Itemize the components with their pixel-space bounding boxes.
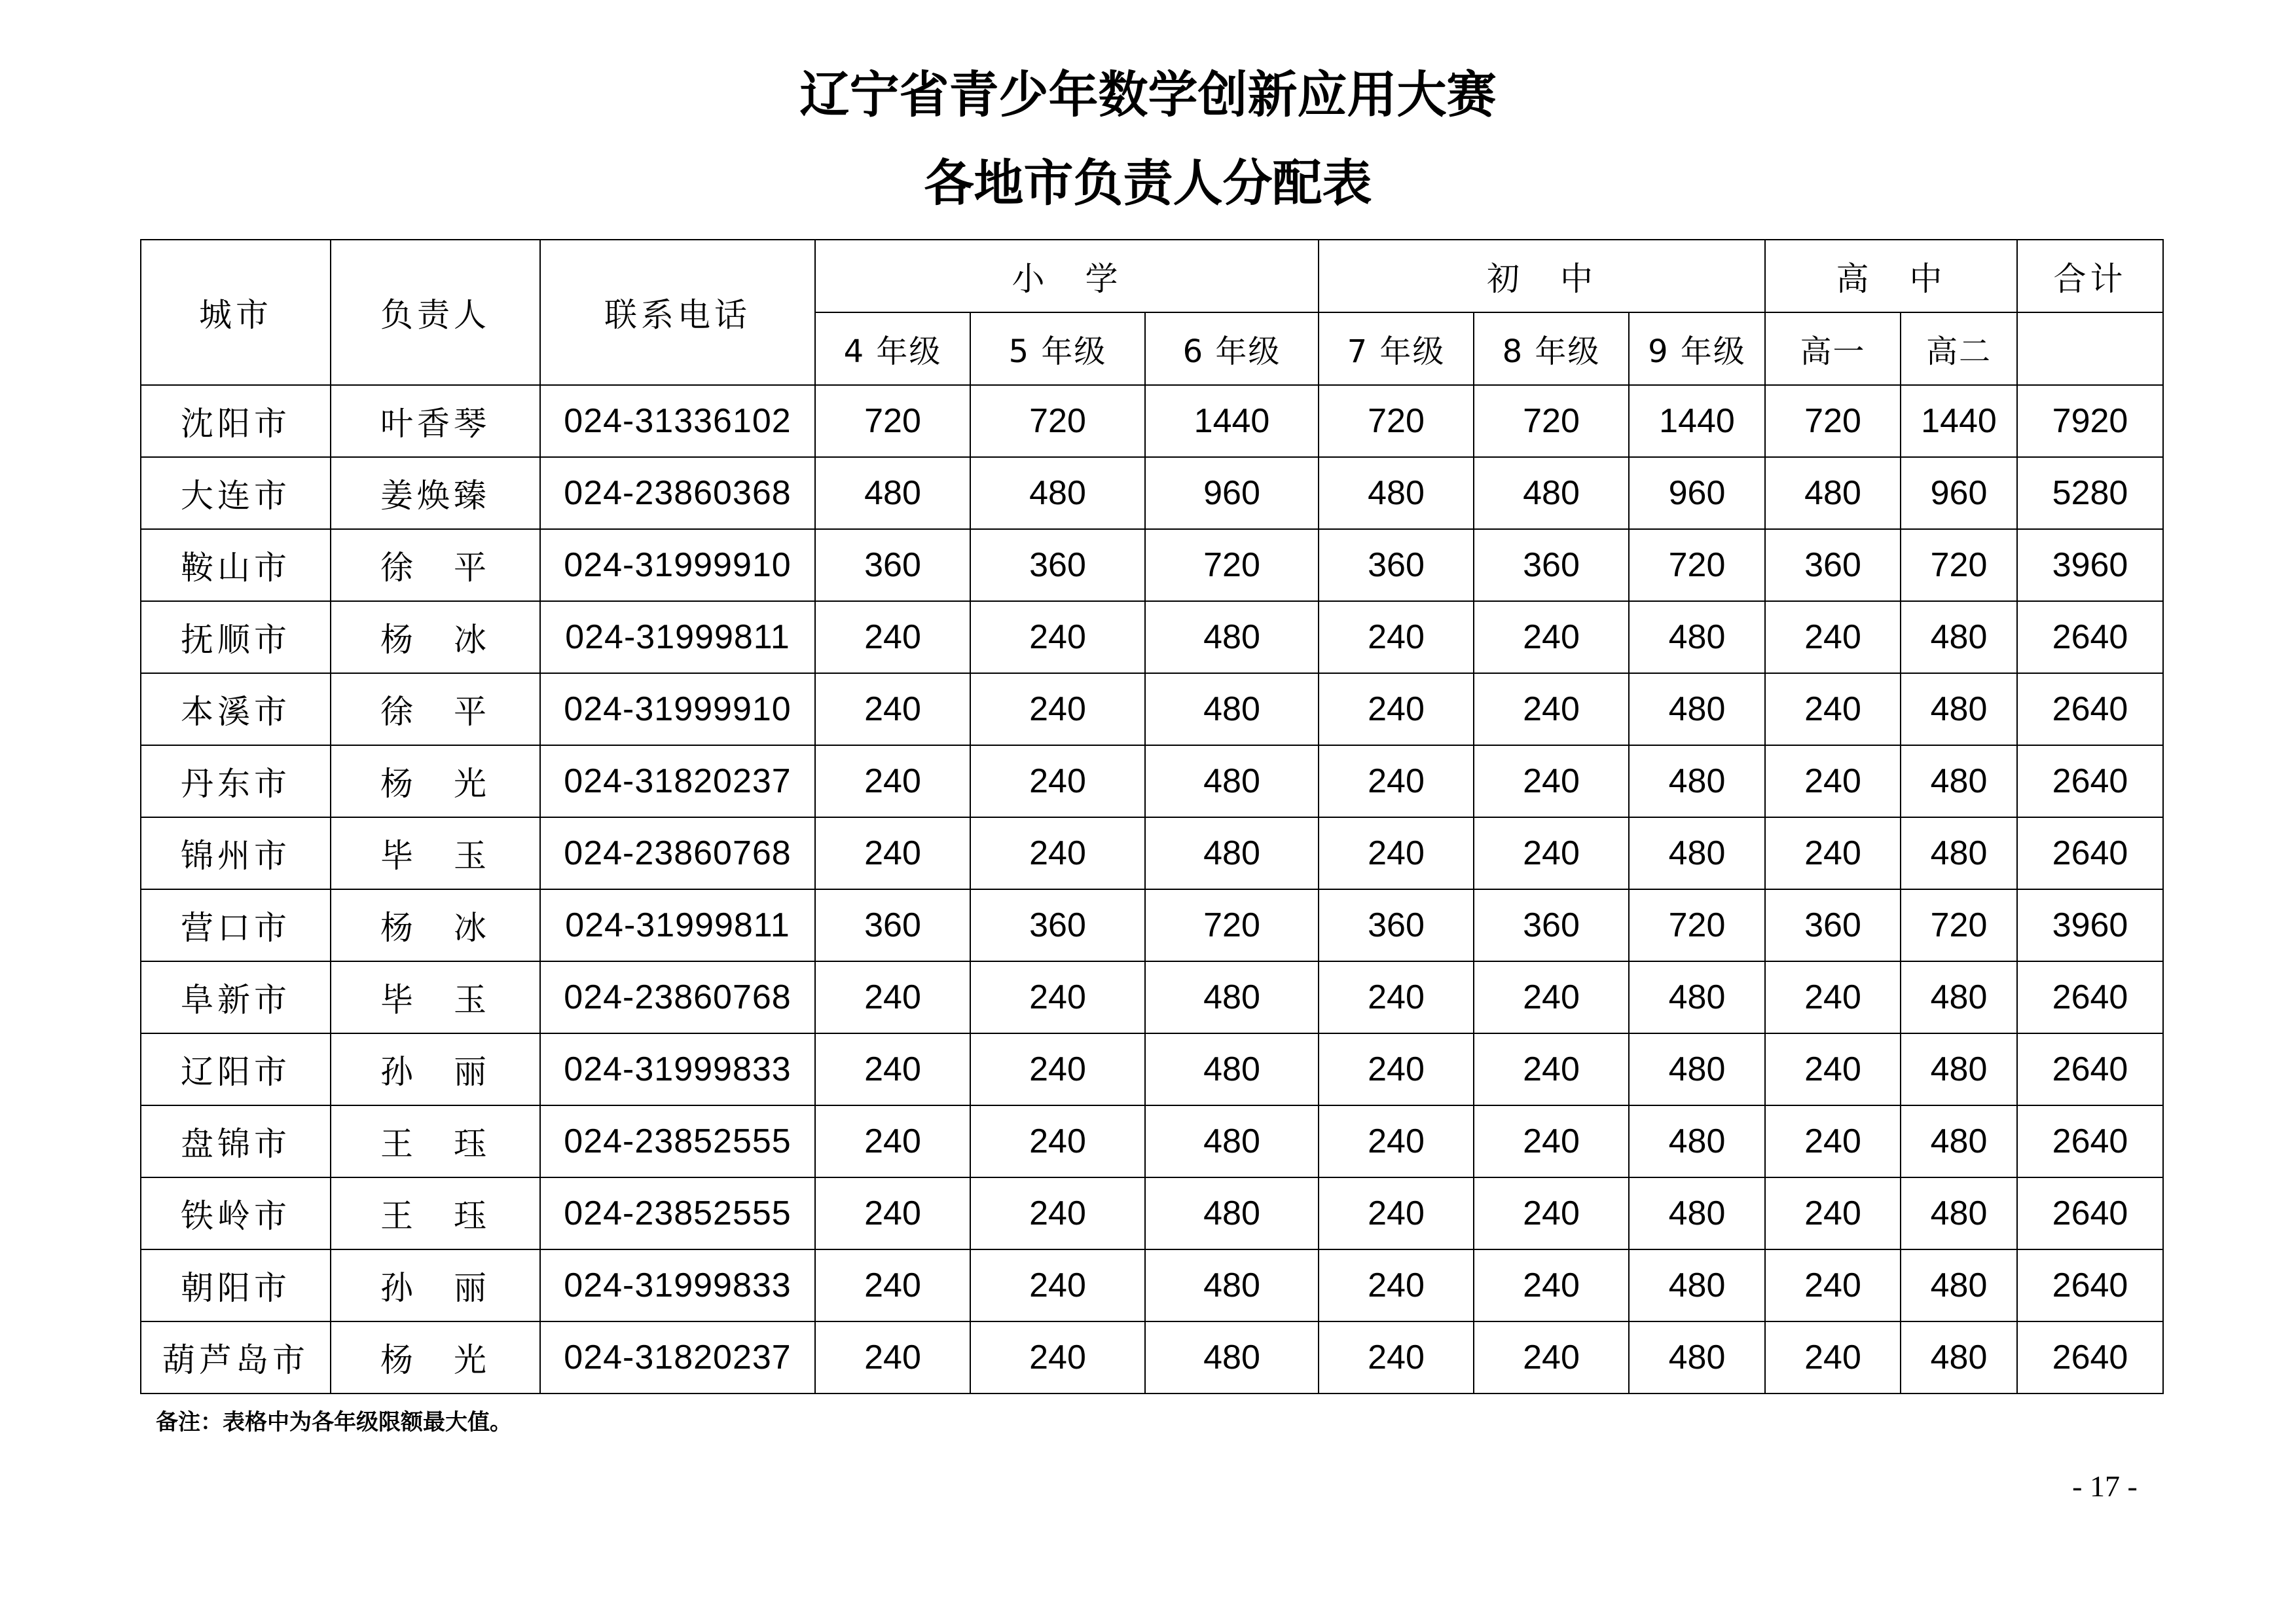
quota-cell: 480: [1145, 1105, 1319, 1177]
total-cell: 2640: [2017, 1321, 2163, 1393]
person-cell: 杨 冰: [331, 601, 540, 673]
quota-cell: 240: [815, 673, 970, 745]
quota-cell: 480: [1145, 745, 1319, 817]
total-cell: 2640: [2017, 1177, 2163, 1249]
city-cell: 抚顺市: [141, 601, 331, 673]
quota-cell: 480: [1145, 817, 1319, 889]
quota-cell: 480: [1145, 1177, 1319, 1249]
person-cell: 杨 冰: [331, 889, 540, 961]
phone-cell: 024-31999910: [540, 673, 815, 745]
table-row: [141, 673, 2163, 745]
total-cell: 2640: [2017, 1033, 2163, 1105]
person-cell: 孙 丽: [331, 1033, 540, 1105]
table-body: [141, 240, 2163, 1393]
quota-cell: 240: [1319, 601, 1474, 673]
quota-cell: 480: [1629, 1177, 1765, 1249]
quota-cell: 480: [970, 457, 1145, 529]
quota-cell: 480: [1901, 961, 2017, 1033]
table-row: [141, 1321, 2163, 1393]
quota-cell: 240: [970, 961, 1145, 1033]
quota-cell: 480: [1145, 673, 1319, 745]
phone-cell: 024-31999811: [540, 601, 815, 673]
quota-cell: 240: [970, 1321, 1145, 1393]
quota-cell: 240: [1765, 673, 1901, 745]
city-cell: 朝阳市: [141, 1249, 331, 1321]
quota-cell: 720: [815, 385, 970, 457]
city-cell: 葫芦岛市: [141, 1321, 331, 1393]
quota-cell: 480: [815, 457, 970, 529]
city-cell: 沈阳市: [141, 385, 331, 457]
quota-cell: 240: [1319, 961, 1474, 1033]
table-row: [141, 1177, 2163, 1249]
quota-cell: 240: [1474, 1105, 1629, 1177]
grade-header: 9 年级: [1629, 312, 1765, 385]
phone-cell: 024-23860768: [540, 961, 815, 1033]
quota-cell: 240: [1765, 1033, 1901, 1105]
quota-cell: 360: [1319, 889, 1474, 961]
quota-cell: 240: [1319, 1249, 1474, 1321]
grade-header: 5 年级: [970, 312, 1145, 385]
quota-cell: 240: [1474, 1249, 1629, 1321]
quota-cell: 240: [1765, 601, 1901, 673]
quota-cell: 480: [1629, 1321, 1765, 1393]
person-cell: 徐 平: [331, 529, 540, 601]
table-row: [141, 457, 2163, 529]
person-cell: 孙 丽: [331, 1249, 540, 1321]
quota-cell: 480: [1629, 745, 1765, 817]
quota-cell: 480: [1901, 1105, 2017, 1177]
phone-cell: 024-31999833: [540, 1249, 815, 1321]
col-header-phone: 联系电话: [540, 240, 815, 385]
quota-cell: 960: [1901, 457, 2017, 529]
quota-cell: 360: [815, 529, 970, 601]
grade-header: 8 年级: [1474, 312, 1629, 385]
quota-cell: 480: [1629, 673, 1765, 745]
total-cell: 3960: [2017, 529, 2163, 601]
city-cell: 丹东市: [141, 745, 331, 817]
group-header-junior: 初 中: [1319, 240, 1765, 312]
city-cell: 鞍山市: [141, 529, 331, 601]
quota-cell: 360: [970, 529, 1145, 601]
quota-cell: 480: [1901, 673, 2017, 745]
total-cell: 2640: [2017, 673, 2163, 745]
quota-cell: 240: [1474, 601, 1629, 673]
city-cell: 铁岭市: [141, 1177, 331, 1249]
quota-cell: 720: [970, 385, 1145, 457]
quota-cell: 360: [970, 889, 1145, 961]
header-row-groups: [141, 240, 2163, 312]
total-header-blank: [2017, 312, 2163, 385]
phone-cell: 024-31999833: [540, 1033, 815, 1105]
quota-cell: 720: [1629, 529, 1765, 601]
quota-cell: 240: [970, 745, 1145, 817]
quota-cell: 480: [1319, 457, 1474, 529]
quota-cell: 360: [1474, 889, 1629, 961]
person-cell: 王 珏: [331, 1105, 540, 1177]
grade-header: 6 年级: [1145, 312, 1319, 385]
quota-cell: 480: [1629, 961, 1765, 1033]
quota-cell: 360: [1474, 529, 1629, 601]
total-cell: 2640: [2017, 1249, 2163, 1321]
col-header-city: 城市: [141, 240, 331, 385]
table-row: [141, 817, 2163, 889]
quota-cell: 480: [1901, 1249, 2017, 1321]
table-row: [141, 1033, 2163, 1105]
quota-cell: 480: [1901, 745, 2017, 817]
quota-cell: 480: [1765, 457, 1901, 529]
city-cell: 营口市: [141, 889, 331, 961]
total-cell: 2640: [2017, 817, 2163, 889]
total-cell: 2640: [2017, 601, 2163, 673]
person-cell: 杨 光: [331, 1321, 540, 1393]
total-cell: 2640: [2017, 961, 2163, 1033]
quota-cell: 240: [1319, 745, 1474, 817]
quota-cell: 240: [815, 961, 970, 1033]
allocation-table: [140, 239, 2164, 1394]
quota-cell: 240: [815, 1033, 970, 1105]
city-cell: 阜新市: [141, 961, 331, 1033]
quota-cell: 480: [1629, 1105, 1765, 1177]
quota-cell: 240: [1765, 745, 1901, 817]
phone-cell: 024-23852555: [540, 1177, 815, 1249]
quota-cell: 240: [1765, 1105, 1901, 1177]
quota-cell: 360: [1765, 529, 1901, 601]
person-cell: 毕 玉: [331, 961, 540, 1033]
quota-cell: 240: [1319, 1033, 1474, 1105]
table-row: [141, 385, 2163, 457]
quota-cell: 480: [1901, 1321, 2017, 1393]
grade-header: 高二: [1901, 312, 2017, 385]
quota-cell: 240: [815, 1321, 970, 1393]
city-cell: 辽阳市: [141, 1033, 331, 1105]
phone-cell: 024-23860768: [540, 817, 815, 889]
quota-cell: 480: [1145, 1249, 1319, 1321]
quota-cell: 240: [970, 673, 1145, 745]
quota-cell: 240: [815, 1105, 970, 1177]
quota-cell: 240: [1765, 1321, 1901, 1393]
table-note: 备注：表格中为各年级限额最大值。: [156, 1409, 512, 1435]
quota-cell: 240: [1765, 1177, 1901, 1249]
quota-cell: 960: [1629, 457, 1765, 529]
group-header-senior: 高 中: [1765, 240, 2017, 312]
quota-cell: 240: [1319, 1177, 1474, 1249]
table-row: [141, 889, 2163, 961]
quota-cell: 720: [1145, 529, 1319, 601]
phone-cell: 024-31820237: [540, 745, 815, 817]
person-cell: 姜焕臻: [331, 457, 540, 529]
quota-cell: 480: [1145, 1321, 1319, 1393]
city-cell: 大连市: [141, 457, 331, 529]
quota-cell: 480: [1145, 601, 1319, 673]
table-row: [141, 961, 2163, 1033]
quota-cell: 720: [1319, 385, 1474, 457]
quota-cell: 240: [1765, 1249, 1901, 1321]
phone-cell: 024-31336102: [540, 385, 815, 457]
page-number: - 17 -: [2072, 1469, 2138, 1503]
person-cell: 杨 光: [331, 745, 540, 817]
quota-cell: 480: [1629, 1033, 1765, 1105]
quota-cell: 1440: [1629, 385, 1765, 457]
total-cell: 2640: [2017, 745, 2163, 817]
grade-header: 4 年级: [815, 312, 970, 385]
phone-cell: 024-23860368: [540, 457, 815, 529]
document-title: 辽宁省青少年数学创新应用大赛: [799, 65, 1497, 124]
total-cell: 5280: [2017, 457, 2163, 529]
table-row: [141, 601, 2163, 673]
quota-cell: 480: [1901, 601, 2017, 673]
table-row: [141, 1105, 2163, 1177]
quota-cell: 240: [1474, 745, 1629, 817]
quota-cell: 360: [1765, 889, 1901, 961]
quota-cell: 480: [1629, 601, 1765, 673]
col-header-person: 负责人: [331, 240, 540, 385]
table-row: [141, 745, 2163, 817]
col-header-total: 合计: [2017, 240, 2163, 312]
document-subtitle: 各地市负责人分配表: [924, 154, 1372, 212]
quota-cell: 480: [1629, 817, 1765, 889]
quota-cell: 240: [1474, 1177, 1629, 1249]
quota-cell: 240: [1474, 961, 1629, 1033]
phone-cell: 024-23852555: [540, 1105, 815, 1177]
quota-cell: 480: [1901, 1177, 2017, 1249]
total-cell: 3960: [2017, 889, 2163, 961]
phone-cell: 024-31999811: [540, 889, 815, 961]
quota-cell: 240: [1319, 1321, 1474, 1393]
quota-cell: 240: [815, 1177, 970, 1249]
quota-cell: 720: [1901, 889, 2017, 961]
group-header-primary: 小 学: [815, 240, 1319, 312]
city-cell: 本溪市: [141, 673, 331, 745]
quota-cell: 240: [815, 817, 970, 889]
quota-cell: 240: [970, 1105, 1145, 1177]
city-cell: 盘锦市: [141, 1105, 331, 1177]
quota-cell: 480: [1474, 457, 1629, 529]
quota-cell: 240: [970, 1177, 1145, 1249]
quota-cell: 240: [815, 745, 970, 817]
city-cell: 锦州市: [141, 817, 331, 889]
quota-cell: 240: [1474, 1033, 1629, 1105]
quota-cell: 240: [1319, 1105, 1474, 1177]
quota-cell: 240: [970, 1033, 1145, 1105]
person-cell: 叶香琴: [331, 385, 540, 457]
quota-cell: 240: [1319, 817, 1474, 889]
total-cell: 2640: [2017, 1105, 2163, 1177]
grade-header: 高一: [1765, 312, 1901, 385]
quota-cell: 960: [1145, 457, 1319, 529]
phone-cell: 024-31999910: [540, 529, 815, 601]
person-cell: 毕 玉: [331, 817, 540, 889]
quota-cell: 480: [1901, 1033, 2017, 1105]
total-cell: 7920: [2017, 385, 2163, 457]
quota-cell: 240: [1474, 817, 1629, 889]
quota-cell: 360: [1319, 529, 1474, 601]
quota-cell: 240: [1319, 673, 1474, 745]
table-row: [141, 529, 2163, 601]
quota-cell: 1440: [1901, 385, 2017, 457]
quota-cell: 480: [1145, 1033, 1319, 1105]
quota-cell: 720: [1765, 385, 1901, 457]
quota-cell: 720: [1629, 889, 1765, 961]
quota-cell: 720: [1474, 385, 1629, 457]
quota-cell: 240: [1765, 961, 1901, 1033]
quota-cell: 480: [1145, 961, 1319, 1033]
quota-cell: 240: [970, 601, 1145, 673]
quota-cell: 480: [1901, 817, 2017, 889]
quota-cell: 240: [970, 1249, 1145, 1321]
quota-cell: 360: [815, 889, 970, 961]
person-cell: 徐 平: [331, 673, 540, 745]
quota-cell: 240: [970, 817, 1145, 889]
table-row: [141, 1249, 2163, 1321]
quota-cell: 720: [1145, 889, 1319, 961]
quota-cell: 480: [1629, 1249, 1765, 1321]
quota-cell: 1440: [1145, 385, 1319, 457]
quota-cell: 240: [1765, 817, 1901, 889]
quota-cell: 240: [1474, 673, 1629, 745]
quota-cell: 240: [815, 601, 970, 673]
quota-cell: 240: [1474, 1321, 1629, 1393]
person-cell: 王 珏: [331, 1177, 540, 1249]
quota-cell: 720: [1901, 529, 2017, 601]
grade-header: 7 年级: [1319, 312, 1474, 385]
quota-cell: 240: [815, 1249, 970, 1321]
phone-cell: 024-31820237: [540, 1321, 815, 1393]
